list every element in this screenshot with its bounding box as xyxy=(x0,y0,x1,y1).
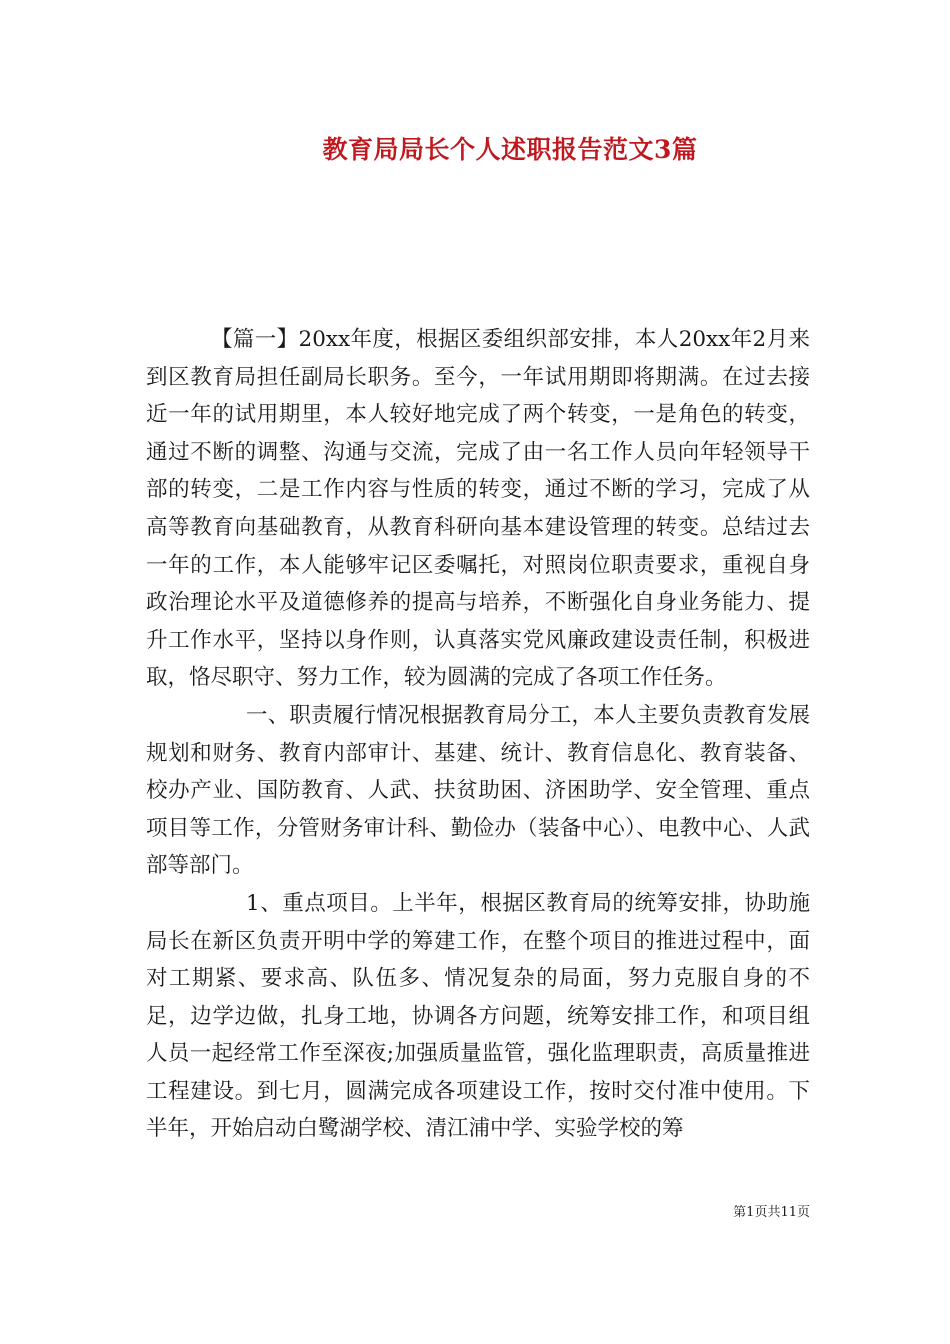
page-number: 第1页共11页 xyxy=(733,1205,810,1220)
paragraph-1: 【篇一】20xx年度，根据区委组织部安排，本人20xx年2月来到区教育局担任副局长职务。至今，一年试用期即将期满。在过去接近一年的试用期里，本人较好地完成了两个转变，一是角色的转变，通过不断的调整、沟通与交流，完成了由一名工作人员向年轻领导干部的转变，二是工作内容与性质的转变，通过不断的学习，完成了从高等教育向基础教育，从教育科研向基本建设管理的转变。总结过去一年的工作，本人能够牢记区委嘱托，对照岗位职责要求，重视自身政治理论水平及道德修养的提高与培养，不断强化自身业务能力、提升工作水平，坚持以身作则，认真落实党风廉政建设责任制，积极进取，恪尽职守、努力工作，较为圆满的完成了各项工作任务。 xyxy=(146,327,810,691)
paragraph-3: 1、重点项目。上半年，根据区教育局的统筹安排，协助施局长在新区负责开明中学的筹建工作，在整个项目的推进过程中，面对工期紧、要求高、队伍多、情况复杂的局面，努力克服自身的不足，边学边做，扎身工地，协调各方问题，统筹安排工作，和项目组人员一起经常工作至深夜;加强质量监管，强化监理职责，高质量推进工程建设。到七月，圆满完成各项建设工作，按时交付准中使用。下半年，开始启动白鹭湖学校、清江浦中学、实验学校的筹 xyxy=(146,890,810,1142)
document-title: 教育局局长个人述职报告范文3篇 xyxy=(322,135,698,164)
paragraph-2: 一、职责履行情况根据教育局分工，本人主要负责教育发展规划和财务、教育内部审计、基建、统计、教育信息化、教育装备、校办产业、国防教育、人武、扶贫助困、济困助学、安全管理、重点项目等工作，分管财务审计科、勤俭办（装备中心）、电教中心、人武部等部门。 xyxy=(146,702,810,879)
document-body xyxy=(146,321,810,1148)
